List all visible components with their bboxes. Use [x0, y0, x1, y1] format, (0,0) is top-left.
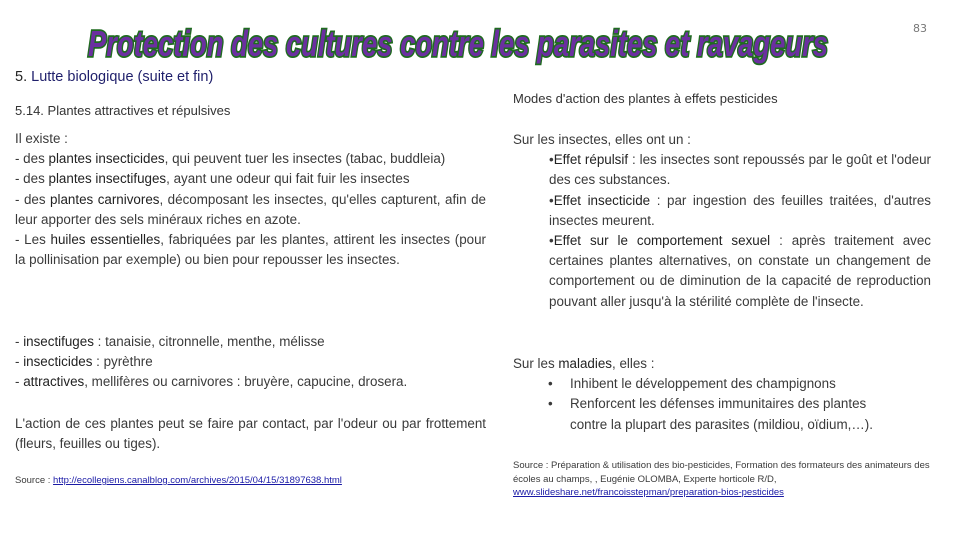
list-item: •Effet sur le comportement sexuel : après traitement avec certaines plantes alternatives, on constate un changement de comportement ou de diminution de la capacité de reproduction pouvant aller jusqu'à la stérilité complète de l'insecte. — [549, 233, 931, 309]
slide-title-text: Protection des cultures contre les parasites et ravageurs — [88, 23, 828, 64]
section-number: 5. — [15, 69, 28, 85]
slide-title — [0, 8, 960, 72]
list-item: • Inhibent le développement des champignons — [548, 376, 836, 392]
carnivorous-plants-line: - des plantes carnivores, décomposant les insectes, qu'elles capturent, afin de leur apporter des sels minéraux riches en azote. — [15, 191, 486, 227]
slide-number: 83 — [913, 22, 927, 35]
list-item: • Renforcent les défenses immunitaires des plantes — [548, 396, 867, 412]
section-heading — [15, 69, 213, 85]
essential-oils-line: - Les huiles essentielles, fabriquées par les plantes, attirent les insectes (pour la pollinisation par exemple) ou bien pour repousser les insectes. — [15, 232, 487, 268]
insects-intro: Sur les insectes, elles ont un : — [513, 132, 691, 147]
plant-types-paragraph — [15, 129, 486, 270]
right-subheading: Modes d'action des plantes à effets pesticides — [513, 91, 778, 106]
left-source: Source : http://ecollegiens.canalblog.com/archives/2015/04/15/31897638.html — [15, 475, 342, 486]
insectifuge-plants-line: - des plantes insectifuges, ayant une odeur qui fait fuir les insectes — [15, 171, 410, 187]
right-source: Source : Préparation & utilisation des bio-pesticides, Formation des formateurs des animateurs des écoles au champs, , Eugénie OLOMBA, Experte horticole R/D, www.slideshare.net/francoisstepman/preparation-bios-pesticides — [513, 460, 930, 498]
left-source-link[interactable]: http://ecollegiens.canalblog.com/archives/2015/04/15/31897638.html — [53, 475, 342, 486]
section-title: Lutte biologique (suite et fin) — [31, 69, 214, 85]
left-subheading: 5.14. Plantes attractives et répulsives — [15, 103, 231, 118]
disease-effects-paragraph — [513, 354, 931, 435]
insect-effects-paragraph — [513, 130, 931, 312]
right-source-link[interactable]: www.slideshare.net/francoisstepman/preparation-bios-pesticides — [513, 487, 784, 498]
list-item: •Effet répulsif : les insectes sont repoussés par le goût et l'odeur des ces substances. — [549, 152, 931, 188]
insecticide-plants-line: - des plantes insecticides, qui peuvent tuer les insectes (tabac, buddleia) — [15, 151, 446, 167]
list-item: - insecticides : pyrèthre — [15, 354, 153, 370]
maladies-intro: Sur les maladies, elles : — [513, 356, 655, 371]
intro-line: Il existe : — [15, 131, 68, 146]
list-item: •Effet insecticide : par ingestion des feuilles traitées, d'autres insectes meurent. — [549, 192, 931, 228]
list-item-continuation: contre la plupart des parasites (mildiou, oïdium,…). — [570, 416, 873, 432]
plant-examples-list — [15, 332, 486, 393]
list-item: - attractives, mellifères ou carnivores : bruyère, capucine, drosera. — [15, 374, 408, 390]
action-paragraph: L'action de ces plantes peut se faire par contact, par l'odeur ou par frottement (fleurs, feuilles ou tiges). — [15, 416, 486, 452]
list-item: - insectifuges : tanaisie, citronnelle, menthe, mélisse — [15, 334, 325, 349]
